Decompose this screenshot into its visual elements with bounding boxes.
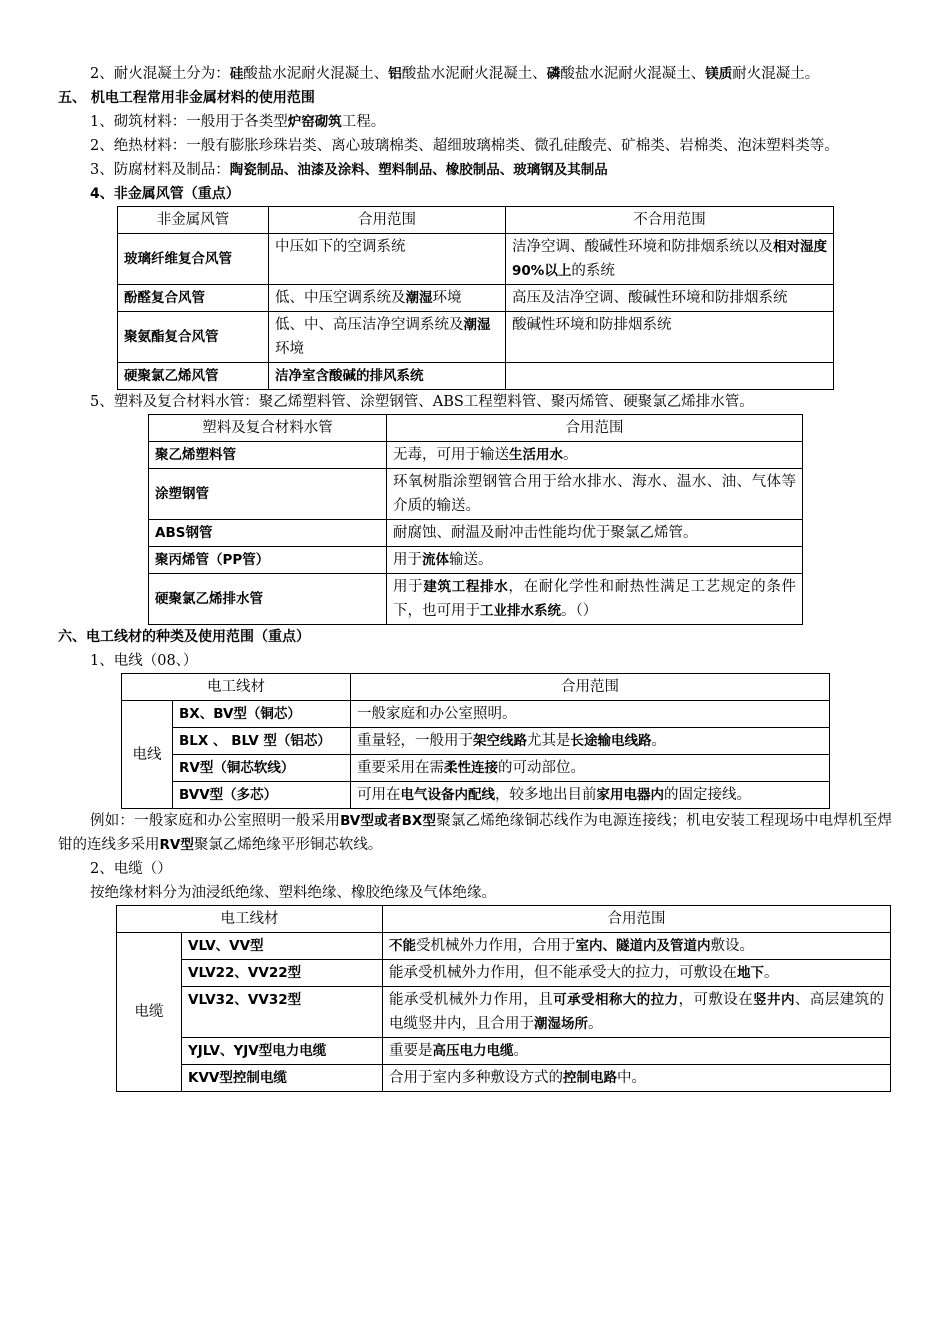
insulation-paragraph: 2、绝热材料：一般有膨胀珍珠岩类、离心玻璃棉类、超细玻璃棉类、微孔硅酸壳、矿棉类、岩棉类、泡沫塑料类等。: [90, 138, 839, 154]
cable-heading: 2、电缆（）: [90, 861, 172, 877]
group-label: 电缆: [117, 933, 182, 1092]
table-row: [117, 1065, 891, 1092]
cable-table: [116, 905, 891, 1092]
table-cell: 酸碱性环境和防排烟系统: [506, 312, 834, 363]
table-cell: 合用于室内多种敷设方式的控制电路中。: [383, 1065, 891, 1092]
table-cell: 重要是高压电力电缆。: [383, 1038, 891, 1065]
table-row: [118, 234, 834, 285]
column-header: 合用范围: [387, 415, 803, 442]
row-label: KVV型控制电缆: [182, 1065, 383, 1092]
refractory-concrete-paragraph: 2、耐火混凝土分为：硅酸盐水泥耐火混凝土、铝酸盐水泥耐火混凝土、磷酸盐水泥耐火混凝土、镁质耐火混凝土。: [90, 66, 820, 82]
table-cell: 无毒，可用于输送生活用水。: [387, 442, 803, 469]
table-header-row: [122, 674, 830, 701]
wire-table: [121, 673, 830, 809]
row-label: 硬聚氯乙烯风管: [118, 363, 269, 390]
row-label: BVV型（多芯）: [173, 782, 351, 809]
column-header: 塑料及复合材料水管: [149, 415, 387, 442]
row-label: 聚乙烯塑料管: [149, 442, 387, 469]
row-label: VLV32、VV32型: [182, 987, 383, 1038]
row-label: YJLV、YJV型电力电缆: [182, 1038, 383, 1065]
row-label: BX、BV型（铜芯）: [173, 701, 351, 728]
table-row: [122, 755, 830, 782]
table-cell: 能承受机械外力作用，但不能承受大的拉力，可敷设在地下。: [383, 960, 891, 987]
table-row: [117, 960, 891, 987]
pipe-table: [148, 414, 803, 625]
table-row: [149, 520, 803, 547]
anticorrosion-paragraph: 3、防腐材料及制品：陶瓷制品、油漆及涂料、塑料制品、橡胶制品、玻璃钢及其制品: [90, 162, 608, 178]
table-row: [122, 782, 830, 809]
table-row: [118, 363, 834, 390]
table-cell: 洁净室含酸碱的排风系统: [269, 363, 506, 390]
column-header: 不合用范围: [506, 207, 834, 234]
example-paragraph: 例如：一般家庭和办公室照明一般采用BV型或者BX型聚氯乙烯绝缘铜芯线作为电源连接线；机电安装工程现场中电焊机至焊钳的连线多采用RV型聚氯乙烯绝缘平形铜芯软线。: [58, 813, 893, 853]
row-label: VLV、VV型: [182, 933, 383, 960]
table-cell: 重要采用在需柔性连接的可动部位。: [351, 755, 830, 782]
column-header: 非金属风管: [118, 207, 269, 234]
group-label: 电线: [122, 701, 173, 809]
column-header: 合用范围: [269, 207, 506, 234]
table-cell: [506, 363, 834, 390]
row-label: 聚氨酯复合风管: [118, 312, 269, 363]
row-label: 硬聚氯乙烯排水管: [149, 574, 387, 625]
table-cell: 低、中压空调系统及潮湿环境: [269, 285, 506, 312]
column-header: 合用范围: [383, 906, 891, 933]
table-cell: 低、中、高压洁净空调系统及潮湿环境: [269, 312, 506, 363]
table-row: [117, 1038, 891, 1065]
table-cell: 耐腐蚀、耐温及耐冲击性能均优于聚氯乙烯管。: [387, 520, 803, 547]
table-cell: 高压及洁净空调、酸碱性环境和防排烟系统: [506, 285, 834, 312]
table-header-row: [149, 415, 803, 442]
row-label: ABS钢管: [149, 520, 387, 547]
table-row: [117, 987, 891, 1038]
table-cell: 洁净空调、酸碱性环境和防排烟系统以及相对湿度90%以上的系统: [506, 234, 834, 285]
table-row: [117, 933, 891, 960]
table-cell: 可用在电气设备内配线，较多地出目前家用电器内的固定接线。: [351, 782, 830, 809]
cable-intro-paragraph: 按绝缘材料分为油浸纸绝缘、塑料绝缘、橡胶绝缘及气体绝缘。: [90, 885, 496, 901]
section6-heading: 六、电工线材的种类及使用范围（重点）: [58, 629, 310, 645]
row-label: RV型（铜芯软线）: [173, 755, 351, 782]
table-row: [149, 574, 803, 625]
row-label: 酚醛复合风管: [118, 285, 269, 312]
column-header: 合用范围: [351, 674, 830, 701]
table-cell: 不能受机械外力作用，合用于室内、隧道内及管道内敷设。: [383, 933, 891, 960]
table-cell: 能承受机械外力作用，且可承受相称大的拉力，可敷设在竖井内、高层建筑的电缆竖井内，且合用于潮湿场所。: [383, 987, 891, 1038]
section5-heading: 五、 机电工程常用非金属材料的使用范围: [58, 90, 315, 106]
duct-heading: 4、非金属风管（重点）: [90, 186, 240, 202]
table-row: [149, 469, 803, 520]
table-cell: 用于建筑工程排水，在耐化学性和耐热性满足工艺规定的条件下，也可用于工业排水系统。（）: [387, 574, 803, 625]
column-header: 电工线材: [122, 674, 351, 701]
table-row: [122, 728, 830, 755]
column-header: 电工线材: [117, 906, 383, 933]
row-label: BLX 、 BLV 型（铝芯）: [173, 728, 351, 755]
table-cell: 一般家庭和办公室照明。: [351, 701, 830, 728]
table-header-row: [118, 207, 834, 234]
row-label: VLV22、VV22型: [182, 960, 383, 987]
table-row: [149, 442, 803, 469]
row-label: 玻璃纤维复合风管: [118, 234, 269, 285]
masonry-paragraph: 1、砌筑材料：一般用于各类型炉窑砌筑工程。: [90, 114, 386, 130]
table-row: [118, 312, 834, 363]
table-cell: 用于流体输送。: [387, 547, 803, 574]
table-cell: 重量轻，一般用于架空线路尤其是长途输电线路。: [351, 728, 830, 755]
table-cell: 中压如下的空调系统: [269, 234, 506, 285]
table-row: [149, 547, 803, 574]
table-row: [122, 701, 830, 728]
row-label: 涂塑钢管: [149, 469, 387, 520]
table-header-row: [117, 906, 891, 933]
pipe-intro-paragraph: 5、塑料及复合材料水管：聚乙烯塑料管、涂塑钢管、ABS工程塑料管、聚丙烯管、硬聚氯乙烯排水管。: [90, 394, 754, 410]
table-row: [118, 285, 834, 312]
table-cell: 环氧树脂涂塑钢管合用于给水排水、海水、温水、油、气体等介质的输送。: [387, 469, 803, 520]
duct-table: [117, 206, 834, 390]
row-label: 聚丙烯管（PP管）: [149, 547, 387, 574]
wire-heading: 1、电线（08、）: [90, 653, 198, 669]
